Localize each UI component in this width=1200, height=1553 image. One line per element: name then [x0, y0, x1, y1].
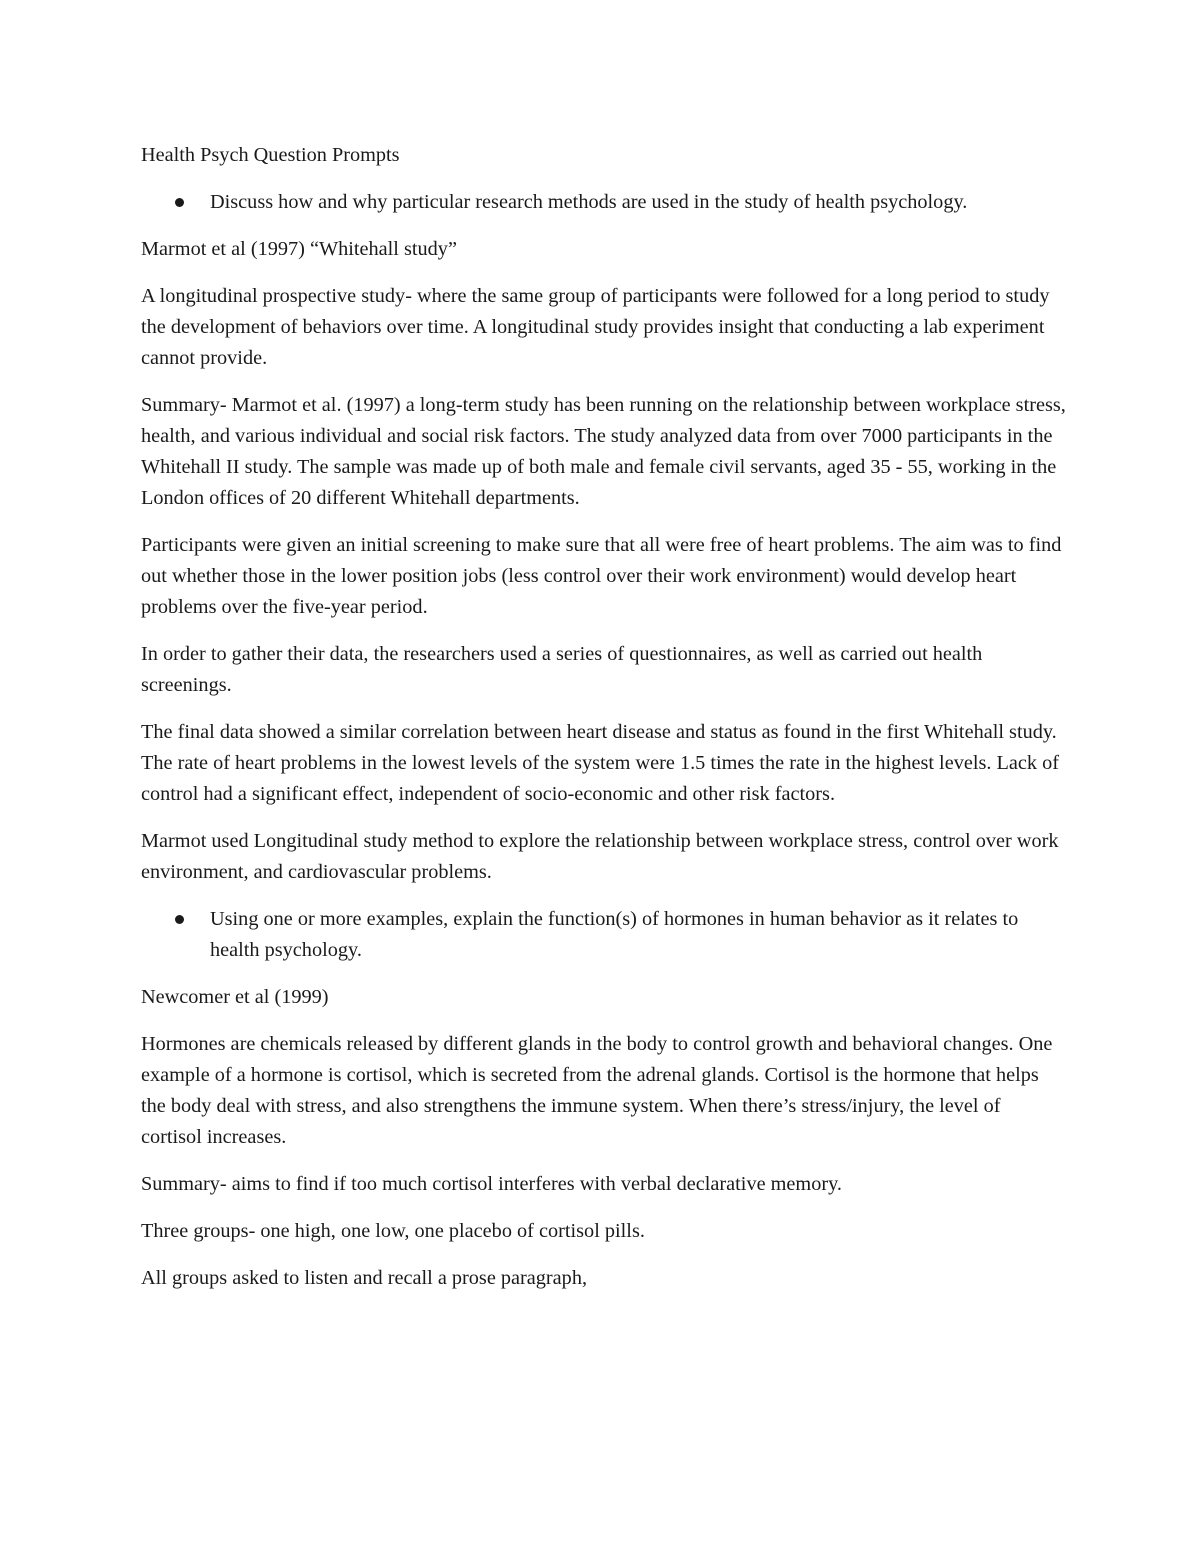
paragraph-method: Marmot used Longitudinal study method to explore the relationship between workplace stress, control over work environment, and cardiovascular problems.	[141, 830, 1059, 883]
prompt-list-2	[141, 904, 1066, 966]
bullet-icon	[175, 915, 184, 924]
paragraph-groups: Three groups- one high, one low, one placebo of cortisol pills.	[141, 1220, 645, 1242]
paragraph-summary-marmot: Summary- Marmot et al. (1997) a long-term study has been running on the relationship between workplace stress, health, and various individual and social risk factors. The study analyzed data from over 7000 participants in the Whitehall II study. The sample was made up of both male and female civil servants, aged 35 - 55, working in the London offices of 20 different Whitehall departments.	[141, 394, 1066, 509]
document-body	[141, 140, 1066, 1310]
bullet-icon	[175, 198, 184, 207]
paragraph-recall: All groups asked to listen and recall a prose paragraph,	[141, 1267, 588, 1289]
prompt-text: Discuss how and why particular research methods are used in the study of health psychology.	[210, 191, 968, 213]
paragraph-hormones: Hormones are chemicals released by different glands in the body to control growth and behavioral changes. One example of a hormone is cortisol, which is secreted from the adrenal glands. Cortisol is the hormone that helps the body deal with stress, and also strengthens the immune system. When there’s stress/injury, the level of cortisol increases.	[141, 1033, 1053, 1148]
prompt-item-hormones	[141, 904, 1066, 966]
prompt-item-research-methods	[141, 187, 1066, 218]
study-heading-newcomer: Newcomer et al (1999)	[141, 986, 329, 1008]
document-title: Health Psych Question Prompts	[141, 144, 400, 166]
paragraph-summary-newcomer: Summary- aims to find if too much cortisol interferes with verbal declarative memory.	[141, 1173, 842, 1195]
paragraph-final-data: The final data showed a similar correlation between heart disease and status as found in the first Whitehall study. The rate of heart problems in the lowest levels of the system were 1.5 times the rate in the highest levels. Lack of control had a significant effect, independent of socio-economic and other risk factors.	[141, 721, 1060, 805]
paragraph-data-gathering: In order to gather their data, the researchers used a series of questionnaires, as well as carried out health screenings.	[141, 643, 983, 696]
study-heading-marmot: Marmot et al (1997) “Whitehall study”	[141, 238, 457, 260]
prompt-list-1	[141, 187, 1066, 218]
paragraph-participants: Participants were given an initial screening to make sure that all were free of heart problems. The aim was to find out whether those in the lower position jobs (less control over their work environment) would develop heart problems over the five-year period.	[141, 534, 1062, 618]
paragraph-longitudinal: A longitudinal prospective study- where the same group of participants were followed for a long period to study the development of behaviors over time. A longitudinal study provides insight that conducting a lab experiment cannot provide.	[141, 285, 1050, 369]
prompt-text: Using one or more examples, explain the function(s) of hormones in human behavior as it relates to health psychology.	[210, 908, 1019, 961]
